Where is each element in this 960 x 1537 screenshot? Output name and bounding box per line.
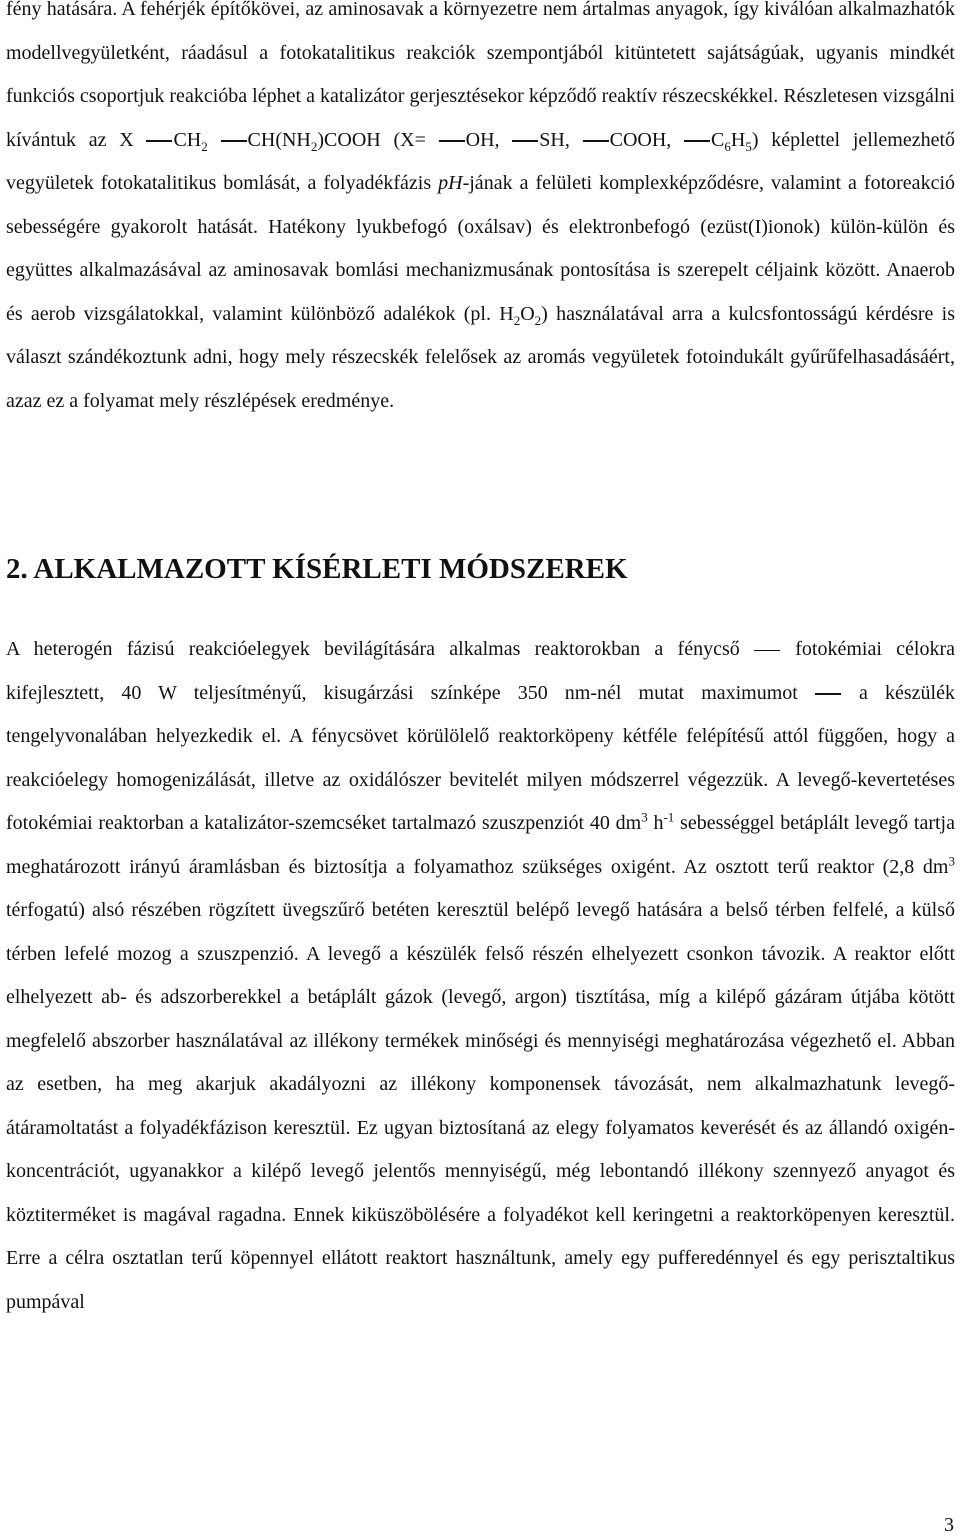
- bond-dash: [512, 140, 538, 142]
- paragraph-1-text-c: -jának a felületi komplexképződésre, valamint a fotoreakció sebességére gyakorolt hatását. Hatékony lyukbefogó (oxálsav) és elektronbefogó (ezüst(I)ionok) külön-külön és együttes alkalmazásával az aminosavak bomlási mechanizmusának pontosítása is szerepelt céljaink között. Anaerob és aerob vizsgálatokkal, valamint különböző adalékok (pl. H: [6, 172, 955, 325]
- formula-c: C: [711, 128, 725, 151]
- formula-h: H: [730, 128, 746, 151]
- formula-sh: SH,: [539, 128, 583, 151]
- paragraph-2-text-c: a készülék tengelyvonalában helyezkedik el. A fénycsövet körülölelő reaktorköpeny kétféle felépítésű attól függően, hogy a reakcióelegy homogenizálását, illetve az oxidálószer bevitelét milyen módszerrel végezzük. A levegő-kevertetéses fotokémiai reaktorban a katalizátor-szemcséket tartalmazó szuszpenziót 40 dm: [6, 681, 955, 834]
- bond-dash: [221, 140, 247, 142]
- paragraph-2-text-f: térfogatú) alsó részében rögzített üvegszűrő betéten keresztül belépő levegő hatására a belső térben felfelé, a külső térben lefelé mozog a szuszpenzió. A levegő a készülék felső részén elhelyezett csonkon távozik. A reaktor előtt elhelyezett ab- és adszorberekkel a betáplált gázok (levegő, argon) tisztítása, míg a kilépő gázáram útjába kötött megfelelő abszorber használatával az illékony termékek minőségi és mennyiségi meghatározása végezhető el. Abban az esetben, ha meg akarjuk akadályozni az illékony komponensek távozását, nem alkalmazhatunk levegő-átáramoltatást a folyadékfázison keresztül. Ez ugyan biztosítaná az elegy folyamatos keverését és az állandó oxigén-koncentrációt, ugyanakkor a kilépő levegő jelentős mennyiségű, még lebontandó illékony szennyező anyagot és köztiterméket is magával ragadna. Ennek kiküszöbölésére a folyadékot kell keringetni a reaktorköpenyen keresztül. Erre a célra osztatlan terű köpennyel ellátott reaktort használtunk, amely egy pufferedénnyel és egy perisztaltikus pumpával: [6, 899, 955, 1313]
- bond-dash: [439, 140, 465, 142]
- body-paragraph-2: [6, 628, 955, 1324]
- paragraph-1-text-d: ) használatával arra a kulcsfontosságú kérdésre is választ szándékoztunk adni, hogy mely részecskék felelősek az aromás vegyületek fotoindukált gyűrűfelhasadásáért, azaz ez a folyamat mely részlépések eredménye.: [6, 302, 956, 412]
- formula-subscript: 6: [724, 138, 731, 154]
- formula-subscript: 2: [310, 138, 318, 154]
- superscript: 3: [948, 852, 955, 868]
- formula-ch: CH: [173, 128, 202, 151]
- document-page: [6, 0, 956, 1313]
- em-dash: [754, 650, 780, 652]
- paragraph-2-text-b: fotokémiai célokra kifejlesztett, 40 W teljesítményű, kisugárzási színképe 350 nm-nél mutat maximumot: [6, 638, 955, 704]
- formula-cooh: )COOH (X=: [317, 128, 426, 151]
- formula-ch-nh: CH(NH: [247, 128, 311, 151]
- paragraph-1-text-b: ) képlettel jellemezhető vegyületek fotokatalitikus bomlását, a folyadékfázis: [6, 128, 956, 194]
- paragraph-1-text-a: fény hatására. A fehérjék építőkövei, az aminosavak a környezetre nem ártalmas anyagok, így kiválóan alkalmazhatók modellvegyületként, ráadásul a fotokatalitikus reakciók szempontjából kitüntetett sajátságúak, ugyanis mindkét funkciós csoportjuk reakcióba léphet a katalizátor gerjesztésekor képződő reaktív részecskékkel. Részletesen vizsgálni kívántuk az X: [6, 0, 955, 151]
- formula-subscript: 2: [534, 312, 542, 328]
- formula-subscript: 2: [201, 138, 208, 154]
- formula-cooh-2: COOH,: [609, 128, 685, 151]
- paragraph-2-text-d: h: [647, 812, 664, 834]
- section-heading: 2. ALKALMAZOTT KÍSÉRLETI MÓDSZEREK: [6, 553, 628, 585]
- em-dash: [815, 693, 841, 695]
- formula-subscript: 5: [745, 138, 752, 154]
- paragraph-2-text-a: A heterogén fázisú reakcióelegyek bevilágítására alkalmas reaktorokban a fénycső: [6, 638, 754, 660]
- superscript: -1: [663, 809, 675, 825]
- paragraph-2-text-e: sebességgel betáplált levegő tartja meghatározott irányú áramlásban és biztosítja a folyamathoz szükséges oxigént. Az osztott terű reaktor (2,8 dm: [6, 812, 955, 878]
- bond-dash: [146, 140, 172, 142]
- formula-subscript: 2: [513, 312, 521, 328]
- ph-italic: pH: [438, 172, 463, 194]
- superscript: 3: [641, 809, 648, 825]
- page-number: 3: [944, 1514, 954, 1536]
- bond-dash: [583, 140, 609, 142]
- formula-oh: OH,: [465, 128, 513, 151]
- body-paragraph-1: [6, 0, 955, 423]
- formula-o: O: [520, 302, 535, 325]
- bond-dash: [684, 140, 710, 142]
